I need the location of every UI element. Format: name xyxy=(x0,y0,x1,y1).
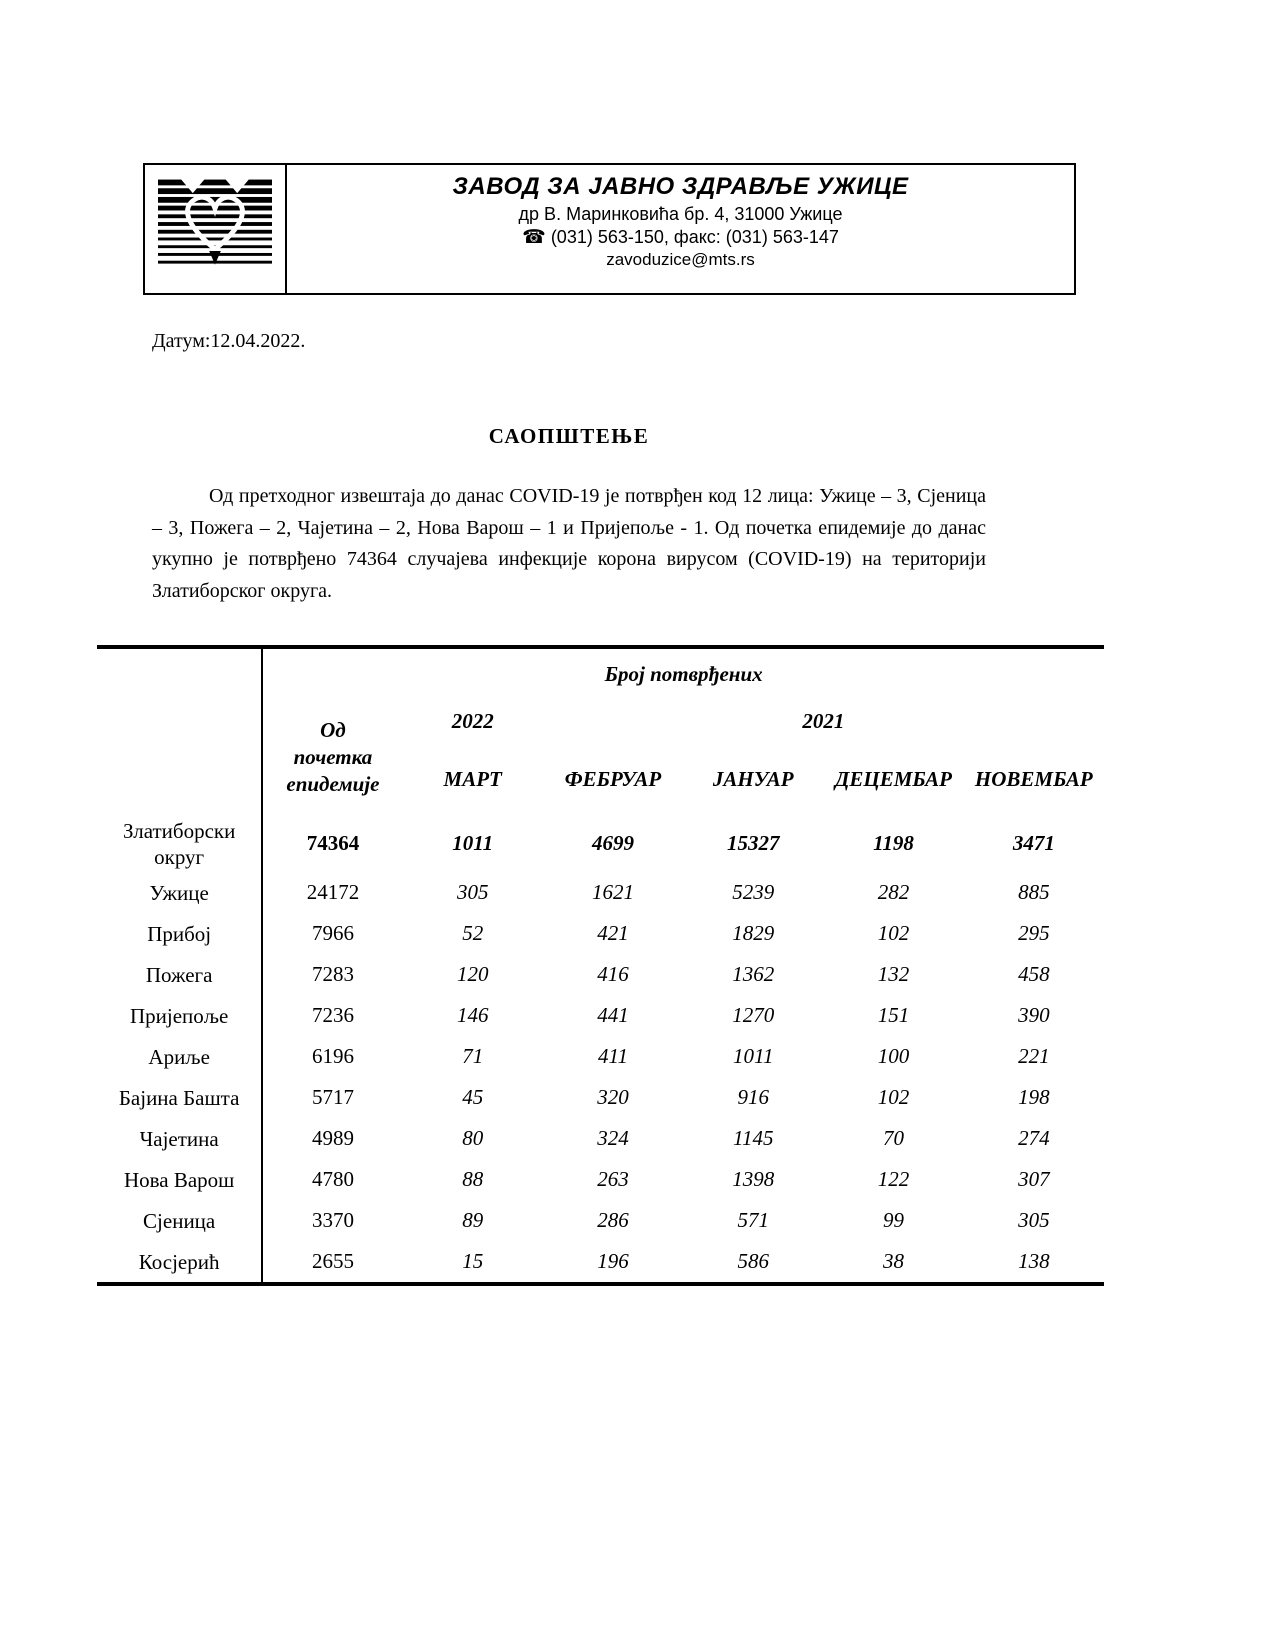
table-header-row-main xyxy=(97,647,1104,699)
table-row xyxy=(97,1036,1104,1077)
table-row xyxy=(97,995,1104,1036)
value-cell: 45 xyxy=(462,1085,484,1109)
value-cell: 4780 xyxy=(311,1167,354,1191)
value-cell: 74364 xyxy=(306,831,360,855)
value-cell: 102 xyxy=(877,1085,910,1109)
region-name: Косјерић xyxy=(97,1241,262,1284)
col-header-februar: ФЕБРУАР xyxy=(564,766,662,791)
value-cell: 4989 xyxy=(311,1126,354,1150)
col-header-januar: ЈАНУАР xyxy=(712,766,794,791)
value-cell: 307 xyxy=(1018,1167,1050,1191)
region-name: Ужице xyxy=(97,872,262,913)
value-cell: 916 xyxy=(737,1085,769,1109)
table-row-total xyxy=(97,815,1104,872)
value-cell: 151 xyxy=(877,1003,910,1027)
value-cell: 24172 xyxy=(306,880,360,904)
value-cell: 6196 xyxy=(311,1044,354,1068)
value-cell: 458 xyxy=(1018,962,1050,986)
value-cell: 320 xyxy=(597,1085,629,1109)
document-title: САОПШТЕЊЕ xyxy=(488,424,650,448)
value-cell: 411 xyxy=(598,1044,628,1068)
value-cell: 89 xyxy=(462,1208,484,1232)
org-phone-text: (031) 563-150, факс: (031) 563-147 xyxy=(550,227,839,247)
value-cell: 571 xyxy=(737,1208,769,1232)
col-header-mart: МАРТ xyxy=(443,766,502,791)
year-header-2022: 2022 xyxy=(451,708,494,733)
org-address: др В. Маринковића бр. 4, 31000 Ужице xyxy=(518,204,843,224)
col-header-decembar: ДЕЦЕМБАР xyxy=(835,766,952,791)
value-cell: 102 xyxy=(877,921,910,945)
value-cell: 1621 xyxy=(591,880,634,904)
value-cell: 1362 xyxy=(732,962,775,986)
value-cell: 274 xyxy=(1018,1126,1050,1150)
region-name: Бајина Башта xyxy=(97,1077,262,1118)
letterhead-text xyxy=(287,165,1074,293)
table-row xyxy=(97,954,1104,995)
value-cell: 146 xyxy=(456,1003,489,1027)
value-cell: 52 xyxy=(462,921,484,945)
letterhead xyxy=(143,163,1076,295)
value-cell: 221 xyxy=(1018,1044,1050,1068)
table-row xyxy=(97,1159,1104,1200)
value-cell: 305 xyxy=(1018,1208,1050,1232)
value-cell: 122 xyxy=(877,1167,910,1191)
region-name-label: Златиборски округ xyxy=(122,818,236,869)
region-name: Ариље xyxy=(97,1036,262,1077)
table-row xyxy=(97,1200,1104,1241)
region-name: Сјеница xyxy=(97,1200,262,1241)
value-cell: 441 xyxy=(597,1003,629,1027)
value-cell: 198 xyxy=(1018,1085,1050,1109)
value-cell: 99 xyxy=(883,1208,904,1232)
table-row xyxy=(97,1241,1104,1284)
body-paragraph: Од претходног извештаја до данас COVID-19 је потврђен код 12 лица: Ужице – 3, Сјеница – 3, Пожега – 2, Чајетина – 2, Нова Варош – 1 и Пријепоље - 1. Од почетка епидемије до данас укупно је потврђено 74364 случајева инфекције корона вирусом (COVID-19) на територији Златиборског округа. xyxy=(152,485,986,602)
region-name: Прибој xyxy=(97,913,262,954)
value-cell: 282 xyxy=(877,880,910,904)
value-cell: 100 xyxy=(877,1044,910,1068)
value-cell: 3471 xyxy=(1012,831,1055,855)
region-name xyxy=(97,815,262,872)
value-cell: 416 xyxy=(597,962,629,986)
institute-logo xyxy=(158,179,272,269)
year-header-2021: 2021 xyxy=(802,708,845,733)
value-cell: 295 xyxy=(1018,921,1050,945)
value-cell: 70 xyxy=(883,1126,904,1150)
date-line: Датум:12.04.2022. xyxy=(152,330,306,352)
org-email: zavoduzice@mts.rs xyxy=(606,250,755,269)
value-cell: 263 xyxy=(597,1167,629,1191)
region-header-empty-cell xyxy=(97,699,262,815)
value-cell: 1829 xyxy=(732,921,775,945)
telephone-icon: ☎ xyxy=(522,227,546,248)
table-row xyxy=(97,872,1104,913)
value-cell: 2655 xyxy=(311,1249,354,1273)
table-main-header: Број потврђених xyxy=(604,661,763,686)
region-name: Пожега xyxy=(97,954,262,995)
table-row xyxy=(97,913,1104,954)
value-cell: 1398 xyxy=(732,1167,775,1191)
region-name: Пријепоље xyxy=(97,995,262,1036)
corner-empty-cell xyxy=(97,647,262,699)
value-cell: 586 xyxy=(737,1249,769,1273)
logo-cell xyxy=(145,165,287,293)
table-row xyxy=(97,1118,1104,1159)
table-row xyxy=(97,1077,1104,1118)
value-cell: 286 xyxy=(597,1208,629,1232)
region-name: Нова Варош xyxy=(97,1159,262,1200)
value-cell: 3370 xyxy=(311,1208,354,1232)
org-phone xyxy=(287,226,1074,249)
value-cell: 390 xyxy=(1018,1003,1050,1027)
value-cell: 324 xyxy=(597,1126,629,1150)
value-cell: 196 xyxy=(597,1249,629,1273)
value-cell: 1011 xyxy=(733,1044,774,1068)
value-cell: 7966 xyxy=(311,921,354,945)
value-cell: 5239 xyxy=(732,880,775,904)
covid-table xyxy=(97,645,1104,1286)
org-name: ЗАВОД ЗА ЈАВНО ЗДРАВЉЕ УЖИЦЕ xyxy=(452,173,909,200)
value-cell: 421 xyxy=(597,921,629,945)
value-cell: 5717 xyxy=(311,1085,354,1109)
value-cell: 120 xyxy=(456,962,489,986)
value-cell: 1011 xyxy=(452,831,494,855)
table-header-row-years xyxy=(97,699,1104,743)
region-name: Чајетина xyxy=(97,1118,262,1159)
value-cell: 4699 xyxy=(591,831,634,855)
value-cell: 7283 xyxy=(311,962,354,986)
col-header-od-pocetka-epidemije xyxy=(262,699,402,815)
col-header-od-pocetka-epidemije-label: Од почетка епидемије xyxy=(286,717,380,796)
value-cell: 7236 xyxy=(311,1003,354,1027)
value-cell: 132 xyxy=(877,962,910,986)
value-cell: 88 xyxy=(462,1167,484,1191)
value-cell: 1270 xyxy=(732,1003,775,1027)
value-cell: 138 xyxy=(1018,1249,1050,1273)
value-cell: 38 xyxy=(883,1249,904,1273)
value-cell: 71 xyxy=(462,1044,484,1068)
col-header-novembar: НОВЕМБАР xyxy=(974,766,1093,791)
value-cell: 305 xyxy=(456,880,489,904)
value-cell: 1198 xyxy=(873,831,914,855)
value-cell: 1145 xyxy=(733,1126,774,1150)
value-cell: 15327 xyxy=(726,831,780,855)
value-cell: 885 xyxy=(1018,880,1050,904)
value-cell: 15 xyxy=(462,1249,484,1273)
value-cell: 80 xyxy=(462,1126,484,1150)
